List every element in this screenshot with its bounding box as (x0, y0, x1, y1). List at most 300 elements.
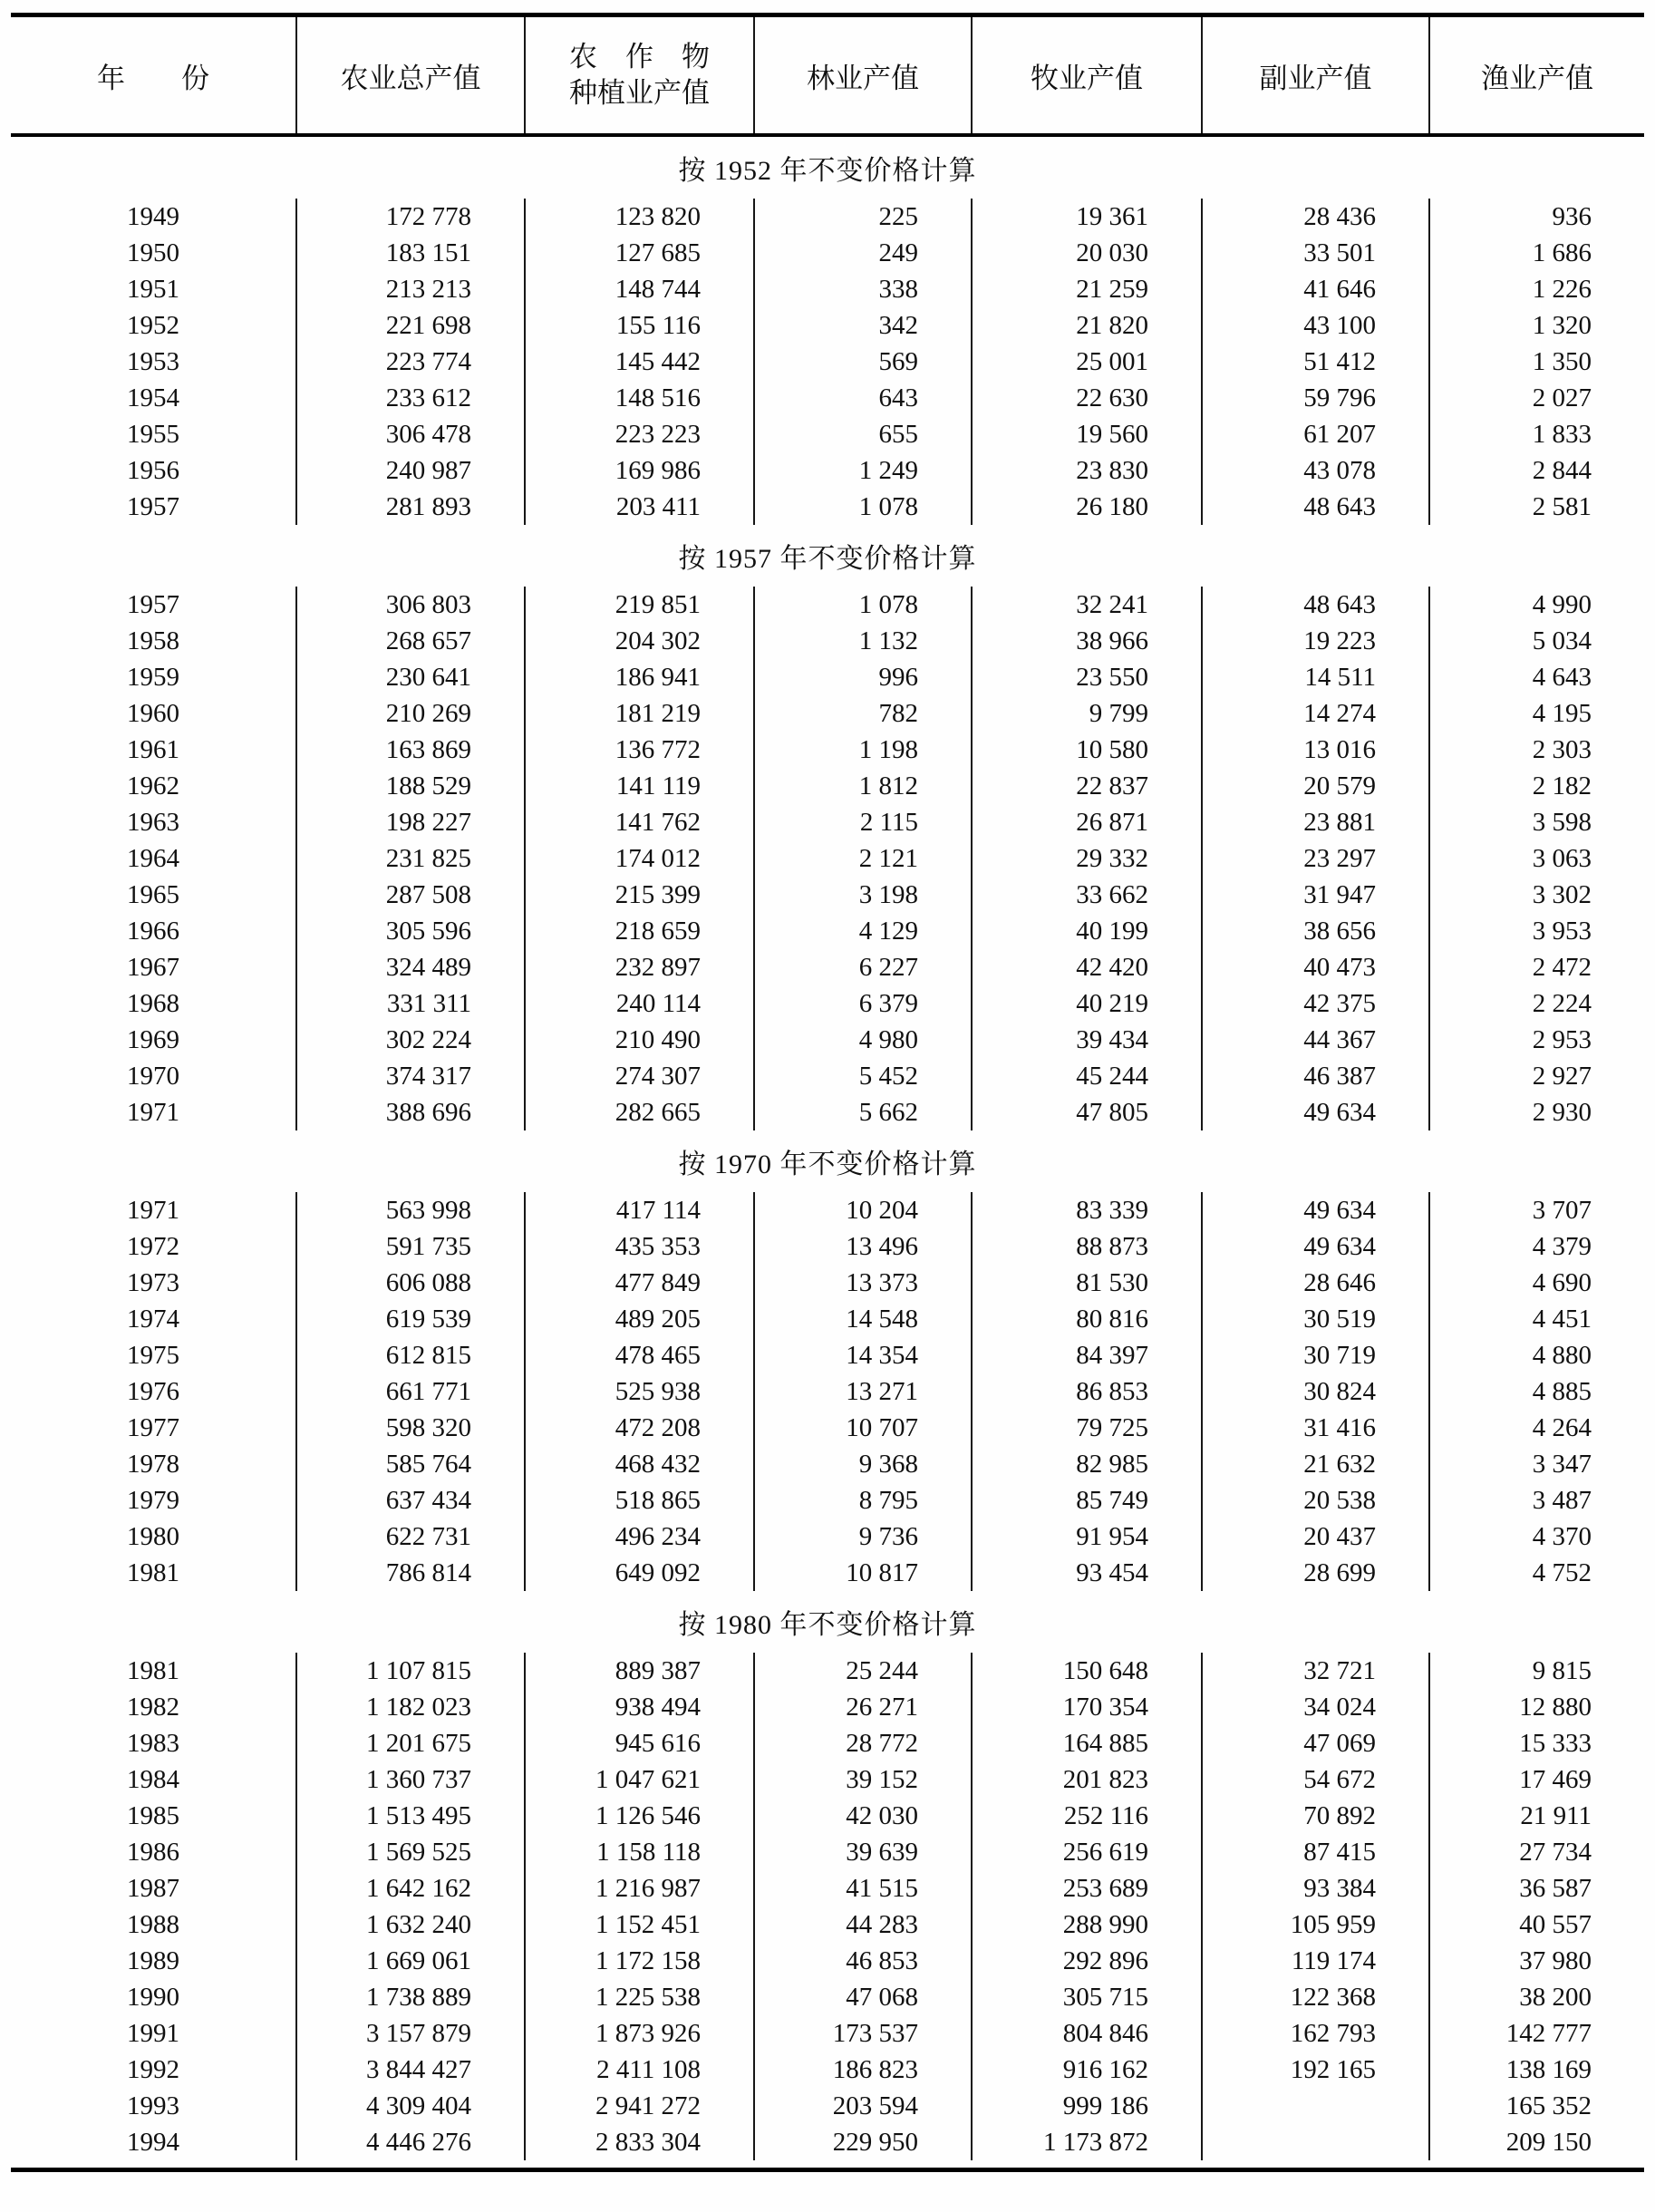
value-cell: 47 805 (973, 1094, 1203, 1130)
value-cell: 1 152 451 (526, 1906, 755, 1943)
value-cell: 3 198 (755, 877, 973, 913)
value-cell: 221 698 (297, 307, 526, 344)
section-title: 按 1957 年不变价格计算 (678, 544, 977, 574)
value-cell: 165 352 (1505, 2091, 1592, 2120)
value-cell: 306 478 (297, 416, 526, 452)
value-cell: 274 307 (526, 1058, 755, 1094)
value-cell: 4 379 (1532, 1232, 1592, 1261)
value-cell: 472 208 (526, 1410, 755, 1446)
value-cell: 225 (755, 199, 973, 235)
value-cell: 83 339 (973, 1192, 1203, 1228)
year-cell: 1969 (11, 1022, 297, 1058)
value-cell: 2 182 (1532, 771, 1592, 800)
value-cell: 916 162 (973, 2052, 1203, 2088)
value-cell: 61 207 (1203, 416, 1430, 452)
value-cell: 388 696 (297, 1094, 526, 1130)
value-cell: 44 367 (1203, 1022, 1430, 1058)
year-cell: 1981 (11, 1555, 297, 1591)
header-cell-fishery (1430, 17, 1644, 133)
value-cell: 26 271 (755, 1689, 973, 1725)
value-cell: 201 823 (973, 1761, 1203, 1798)
table-header-row (11, 17, 1644, 133)
value-cell: 138 169 (1505, 2055, 1592, 2084)
value-cell: 622 731 (297, 1518, 526, 1555)
value-cell: 2 927 (1532, 1062, 1592, 1091)
value-cell: 288 990 (973, 1906, 1203, 1943)
value-cell: 31 947 (1203, 877, 1430, 913)
value-cell: 4 309 404 (297, 2088, 526, 2124)
value-cell: 210 269 (297, 695, 526, 732)
value-cell: 938 494 (526, 1689, 755, 1725)
year-cell: 1957 (11, 489, 297, 525)
value-cell: 150 648 (973, 1653, 1203, 1689)
year-cell: 1959 (11, 659, 297, 695)
value-cell: 249 (755, 235, 973, 271)
value-cell: 164 885 (973, 1725, 1203, 1761)
value-cell: 4 446 276 (297, 2124, 526, 2160)
value-cell: 282 665 (526, 1094, 755, 1130)
year-cell: 1973 (11, 1265, 297, 1301)
value-cell: 612 815 (297, 1337, 526, 1373)
year-cell: 1963 (11, 804, 297, 840)
value-cell: 518 865 (526, 1482, 755, 1518)
section-title: 按 1952 年不变价格计算 (678, 156, 977, 186)
value-cell: 1 632 240 (297, 1906, 526, 1943)
value-cell: 213 213 (297, 271, 526, 307)
value-cell: 141 762 (526, 804, 755, 840)
value-cell: 229 950 (755, 2124, 973, 2160)
value-cell: 233 612 (297, 380, 526, 416)
value-cell: 20 437 (1203, 1518, 1430, 1555)
year-cell: 1978 (11, 1446, 297, 1482)
year-cell: 1971 (11, 1192, 297, 1228)
year-cell: 1986 (11, 1834, 297, 1870)
value-cell: 22 630 (973, 380, 1203, 416)
value-cell: 13 373 (755, 1265, 973, 1301)
value-cell: 661 771 (297, 1373, 526, 1410)
value-cell: 1 569 525 (297, 1834, 526, 1870)
value-cell: 2 472 (1532, 953, 1592, 982)
value-cell: 32 721 (1203, 1653, 1430, 1689)
value-cell: 141 119 (526, 768, 755, 804)
value-cell: 218 659 (526, 913, 755, 949)
year-cell: 1988 (11, 1906, 297, 1943)
value-cell: 3 302 (1532, 880, 1592, 909)
value-cell: 4 990 (1532, 590, 1592, 619)
value-cell: 1 513 495 (297, 1798, 526, 1834)
value-cell: 2 833 304 (526, 2124, 755, 2160)
value-cell: 42 030 (755, 1798, 973, 1834)
value-cell: 10 204 (755, 1192, 973, 1228)
value-cell: 649 092 (526, 1555, 755, 1591)
value-cell: 655 (755, 416, 973, 452)
value-cell: 2 115 (755, 804, 973, 840)
section-rows (11, 1192, 1644, 1591)
value-cell: 142 777 (1505, 2019, 1592, 2048)
value-cell: 889 387 (526, 1653, 755, 1689)
value-cell: 5 034 (1532, 626, 1592, 655)
value-cell: 26 871 (973, 804, 1203, 840)
value-cell: 496 234 (526, 1518, 755, 1555)
value-cell: 1 350 (1532, 347, 1592, 376)
value-cell: 27 734 (1519, 1838, 1592, 1867)
value-cell: 23 881 (1203, 804, 1430, 840)
table-bottom-rule (11, 2168, 1644, 2172)
value-cell: 4 370 (1532, 1522, 1592, 1551)
value-cell: 1 669 061 (297, 1943, 526, 1979)
value-cell: 10 580 (973, 732, 1203, 768)
value-cell: 204 302 (526, 623, 755, 659)
value-cell: 28 772 (755, 1725, 973, 1761)
value-cell: 1 812 (755, 768, 973, 804)
value-cell: 1 107 815 (297, 1653, 526, 1689)
value-cell: 223 223 (526, 416, 755, 452)
value-cell: 33 662 (973, 877, 1203, 913)
value-cell: 9 368 (755, 1446, 973, 1482)
value-cell: 10 707 (755, 1410, 973, 1446)
value-cell: 32 241 (973, 587, 1203, 623)
value-cell: 148 516 (526, 380, 755, 416)
value-cell: 26 180 (973, 489, 1203, 525)
value-cell: 4 880 (1532, 1341, 1592, 1370)
value-cell: 80 816 (973, 1301, 1203, 1337)
value-cell: 2 930 (1532, 1098, 1592, 1127)
value-cell: 170 354 (973, 1689, 1203, 1725)
value-cell: 302 224 (297, 1022, 526, 1058)
value-cell: 4 643 (1532, 663, 1592, 692)
header-cell-crop-output (526, 17, 755, 133)
value-cell: 46 853 (755, 1943, 973, 1979)
value-cell: 219 851 (526, 587, 755, 623)
value-cell: 172 778 (297, 199, 526, 235)
value-cell: 2 844 (1532, 456, 1592, 485)
header-label-crop-line2: 种植业产值 (569, 77, 710, 109)
value-cell: 6 227 (755, 949, 973, 985)
value-cell: 1 078 (755, 587, 973, 623)
value-cell: 45 244 (973, 1058, 1203, 1094)
value-cell: 477 849 (526, 1265, 755, 1301)
header-label-fishery: 渔业产值 (1481, 62, 1593, 94)
value-cell: 1 686 (1532, 238, 1592, 267)
year-cell: 1975 (11, 1337, 297, 1373)
value-cell: 13 016 (1203, 732, 1430, 768)
value-cell: 19 361 (973, 199, 1203, 235)
value-cell: 563 998 (297, 1192, 526, 1228)
value-cell: 173 537 (755, 2015, 973, 2052)
value-cell: 5 662 (755, 1094, 973, 1130)
value-cell: 155 116 (526, 307, 755, 344)
value-cell: 93 454 (973, 1555, 1203, 1591)
value-cell: 169 986 (526, 452, 755, 489)
value-cell: 3 598 (1532, 808, 1592, 837)
value-cell: 256 619 (973, 1834, 1203, 1870)
value-cell: 47 069 (1203, 1725, 1430, 1761)
value-cell: 2 953 (1532, 1025, 1592, 1054)
value-cell: 42 375 (1203, 985, 1430, 1022)
year-cell: 1962 (11, 768, 297, 804)
value-cell: 1 201 675 (297, 1725, 526, 1761)
value-cell: 782 (755, 695, 973, 732)
value-cell: 25 001 (973, 344, 1203, 380)
section-rows (11, 587, 1644, 1130)
value-cell: 39 639 (755, 1834, 973, 1870)
year-cell: 1991 (11, 2015, 297, 2052)
value-cell: 186 941 (526, 659, 755, 695)
value-cell: 1 198 (755, 732, 973, 768)
value-cell: 342 (755, 307, 973, 344)
value-cell: 188 529 (297, 768, 526, 804)
value-cell: 14 548 (755, 1301, 973, 1337)
value-cell: 3 844 427 (297, 2052, 526, 2088)
year-cell: 1967 (11, 949, 297, 985)
value-cell: 86 853 (973, 1373, 1203, 1410)
year-cell: 1952 (11, 307, 297, 344)
value-cell: 21 259 (973, 271, 1203, 307)
value-cell: 287 508 (297, 877, 526, 913)
value-cell: 5 452 (755, 1058, 973, 1094)
value-cell: 43 100 (1203, 307, 1430, 344)
value-cell: 145 442 (526, 344, 755, 380)
year-cell: 1979 (11, 1482, 297, 1518)
value-cell: 39 434 (973, 1022, 1203, 1058)
value-cell: 4 980 (755, 1022, 973, 1058)
section-title: 按 1980 年不变价格计算 (678, 1610, 977, 1640)
value-cell: 3 953 (1532, 917, 1592, 946)
value-cell: 305 596 (297, 913, 526, 949)
value-cell: 3 347 (1532, 1450, 1592, 1479)
year-cell: 1985 (11, 1798, 297, 1834)
value-cell: 84 397 (973, 1337, 1203, 1373)
value-cell: 40 473 (1203, 949, 1430, 985)
year-cell: 1981 (11, 1653, 297, 1689)
value-cell: 136 772 (526, 732, 755, 768)
value-cell: 1 320 (1532, 311, 1592, 340)
value-cell: 374 317 (297, 1058, 526, 1094)
value-cell: 203 411 (526, 489, 755, 525)
value-cell: 21 820 (973, 307, 1203, 344)
year-cell: 1994 (11, 2124, 297, 2160)
value-cell: 240 987 (297, 452, 526, 489)
value-cell: 47 068 (755, 1979, 973, 2015)
value-cell: 54 672 (1203, 1761, 1430, 1798)
value-cell: 93 384 (1203, 1870, 1430, 1906)
year-cell: 1954 (11, 380, 297, 416)
value-cell: 253 689 (973, 1870, 1203, 1906)
value-cell: 148 744 (526, 271, 755, 307)
value-cell: 123 820 (526, 199, 755, 235)
value-cell: 1 642 162 (297, 1870, 526, 1906)
value-cell: 105 959 (1203, 1906, 1430, 1943)
value-cell: 619 539 (297, 1301, 526, 1337)
value-cell: 174 012 (526, 840, 755, 877)
value-cell: 2 941 272 (526, 2088, 755, 2124)
year-cell: 1976 (11, 1373, 297, 1410)
value-cell: 162 793 (1203, 2015, 1430, 2052)
value-cell: 41 515 (755, 1870, 973, 1906)
value-cell: 20 030 (973, 235, 1203, 271)
value-cell: 2 303 (1532, 735, 1592, 764)
value-cell: 20 538 (1203, 1482, 1430, 1518)
year-cell: 1953 (11, 344, 297, 380)
value-cell: 3 157 879 (297, 2015, 526, 2052)
year-cell: 1990 (11, 1979, 297, 2015)
value-cell: 2 411 108 (526, 2052, 755, 2088)
value-cell: 240 114 (526, 985, 755, 1022)
value-cell: 14 511 (1203, 659, 1430, 695)
header-label-crop-line1: 农 作 物 (569, 40, 710, 73)
value-cell: 945 616 (526, 1725, 755, 1761)
year-cell: 1970 (11, 1058, 297, 1094)
year-cell: 1968 (11, 985, 297, 1022)
year-cell: 1958 (11, 623, 297, 659)
value-cell: 203 594 (755, 2088, 973, 2124)
value-cell: 183 151 (297, 235, 526, 271)
value-cell: 23 550 (973, 659, 1203, 695)
value-cell: 12 880 (1519, 1693, 1592, 1722)
value-cell: 4 129 (755, 913, 973, 949)
value-cell: 13 271 (755, 1373, 973, 1410)
value-cell: 37 980 (1519, 1946, 1592, 1975)
value-cell: 15 333 (1519, 1729, 1592, 1758)
year-cell: 1987 (11, 1870, 297, 1906)
value-cell: 786 814 (297, 1555, 526, 1591)
value-cell: 306 803 (297, 587, 526, 623)
table-body (11, 137, 1644, 2160)
value-cell: 19 223 (1203, 623, 1430, 659)
section-title: 按 1970 年不变价格计算 (678, 1150, 977, 1179)
section-rows (11, 199, 1644, 525)
value-cell: 2 027 (1532, 383, 1592, 412)
value-cell (1203, 2088, 1430, 2124)
year-cell: 1966 (11, 913, 297, 949)
value-cell: 42 420 (973, 949, 1203, 985)
value-cell: 230 641 (297, 659, 526, 695)
year-cell: 1971 (11, 1094, 297, 1130)
value-cell: 643 (755, 380, 973, 416)
value-cell: 51 412 (1203, 344, 1430, 380)
value-cell: 6 379 (755, 985, 973, 1022)
value-cell: 305 715 (973, 1979, 1203, 2015)
year-cell: 1951 (11, 271, 297, 307)
value-cell: 281 893 (297, 489, 526, 525)
value-cell: 2 121 (755, 840, 973, 877)
value-cell: 585 764 (297, 1446, 526, 1482)
value-cell: 10 817 (755, 1555, 973, 1591)
value-cell: 4 451 (1532, 1305, 1592, 1334)
header-label-husbandry: 牧业产值 (1031, 62, 1143, 94)
value-cell: 1 226 (1532, 275, 1592, 304)
value-cell: 591 735 (297, 1228, 526, 1265)
year-cell: 1957 (11, 587, 297, 623)
value-cell: 489 205 (526, 1301, 755, 1337)
value-cell: 14 354 (755, 1337, 973, 1373)
value-cell: 2 581 (1532, 492, 1592, 521)
value-cell: 49 634 (1203, 1094, 1430, 1130)
year-cell: 1982 (11, 1689, 297, 1725)
value-cell: 192 165 (1203, 2052, 1430, 2088)
header-label-sideline: 副业产值 (1259, 62, 1372, 94)
value-cell: 209 150 (1505, 2128, 1592, 2157)
value-cell: 1 172 158 (526, 1943, 755, 1979)
value-cell: 40 557 (1519, 1910, 1592, 1939)
year-cell: 1977 (11, 1410, 297, 1446)
value-cell: 1 173 872 (973, 2124, 1203, 2160)
value-cell: 1 132 (755, 623, 973, 659)
value-cell: 29 332 (973, 840, 1203, 877)
year-cell: 1961 (11, 732, 297, 768)
value-cell: 1 047 621 (526, 1761, 755, 1798)
value-cell: 33 501 (1203, 235, 1430, 271)
value-cell: 44 283 (755, 1906, 973, 1943)
value-cell: 525 938 (526, 1373, 755, 1410)
value-cell: 30 824 (1203, 1373, 1430, 1410)
value-cell: 70 892 (1203, 1798, 1430, 1834)
value-cell: 1 078 (755, 489, 973, 525)
value-cell: 91 954 (973, 1518, 1203, 1555)
value-cell: 87 415 (1203, 1834, 1430, 1870)
value-cell: 82 985 (973, 1446, 1203, 1482)
year-cell: 1983 (11, 1725, 297, 1761)
value-cell: 88 873 (973, 1228, 1203, 1265)
value-cell: 13 496 (755, 1228, 973, 1265)
value-cell: 417 114 (526, 1192, 755, 1228)
value-cell: 1 126 546 (526, 1798, 755, 1834)
value-cell: 40 199 (973, 913, 1203, 949)
value-cell: 28 699 (1203, 1555, 1430, 1591)
year-cell: 1960 (11, 695, 297, 732)
value-cell: 48 643 (1203, 489, 1430, 525)
value-cell: 4 195 (1532, 699, 1592, 728)
value-cell: 198 227 (297, 804, 526, 840)
value-cell: 4 752 (1532, 1558, 1592, 1587)
value-cell: 21 632 (1203, 1446, 1430, 1482)
value-cell: 292 896 (973, 1943, 1203, 1979)
year-cell: 1955 (11, 416, 297, 452)
value-cell: 19 560 (973, 416, 1203, 452)
value-cell: 21 911 (1520, 1801, 1592, 1830)
value-cell: 1 249 (755, 452, 973, 489)
value-cell: 435 353 (526, 1228, 755, 1265)
value-cell: 9 815 (1532, 1656, 1592, 1685)
value-cell: 1 158 118 (526, 1834, 755, 1870)
value-cell: 1 182 023 (297, 1689, 526, 1725)
value-cell: 79 725 (973, 1410, 1203, 1446)
year-cell: 1989 (11, 1943, 297, 1979)
value-cell: 181 219 (526, 695, 755, 732)
value-cell: 20 579 (1203, 768, 1430, 804)
value-cell: 28 646 (1203, 1265, 1430, 1301)
value-cell: 331 311 (297, 985, 526, 1022)
value-cell: 186 823 (755, 2052, 973, 2088)
value-cell: 999 186 (973, 2088, 1203, 2124)
value-cell: 39 152 (755, 1761, 973, 1798)
statistics-table (11, 13, 1644, 2172)
value-cell: 1 873 926 (526, 2015, 755, 2052)
value-cell: 49 634 (1203, 1228, 1430, 1265)
header-label-year: 年 份 (97, 62, 209, 94)
value-cell: 59 796 (1203, 380, 1430, 416)
year-cell: 1950 (11, 235, 297, 271)
value-cell: 223 774 (297, 344, 526, 380)
value-cell: 338 (755, 271, 973, 307)
value-cell: 232 897 (526, 949, 755, 985)
value-cell: 3 707 (1532, 1196, 1592, 1225)
value-cell: 210 490 (526, 1022, 755, 1058)
year-cell: 1984 (11, 1761, 297, 1798)
header-label-total-output: 农业总产值 (340, 62, 481, 94)
header-cell-total-output (297, 17, 526, 133)
value-cell: 2 224 (1532, 989, 1592, 1018)
